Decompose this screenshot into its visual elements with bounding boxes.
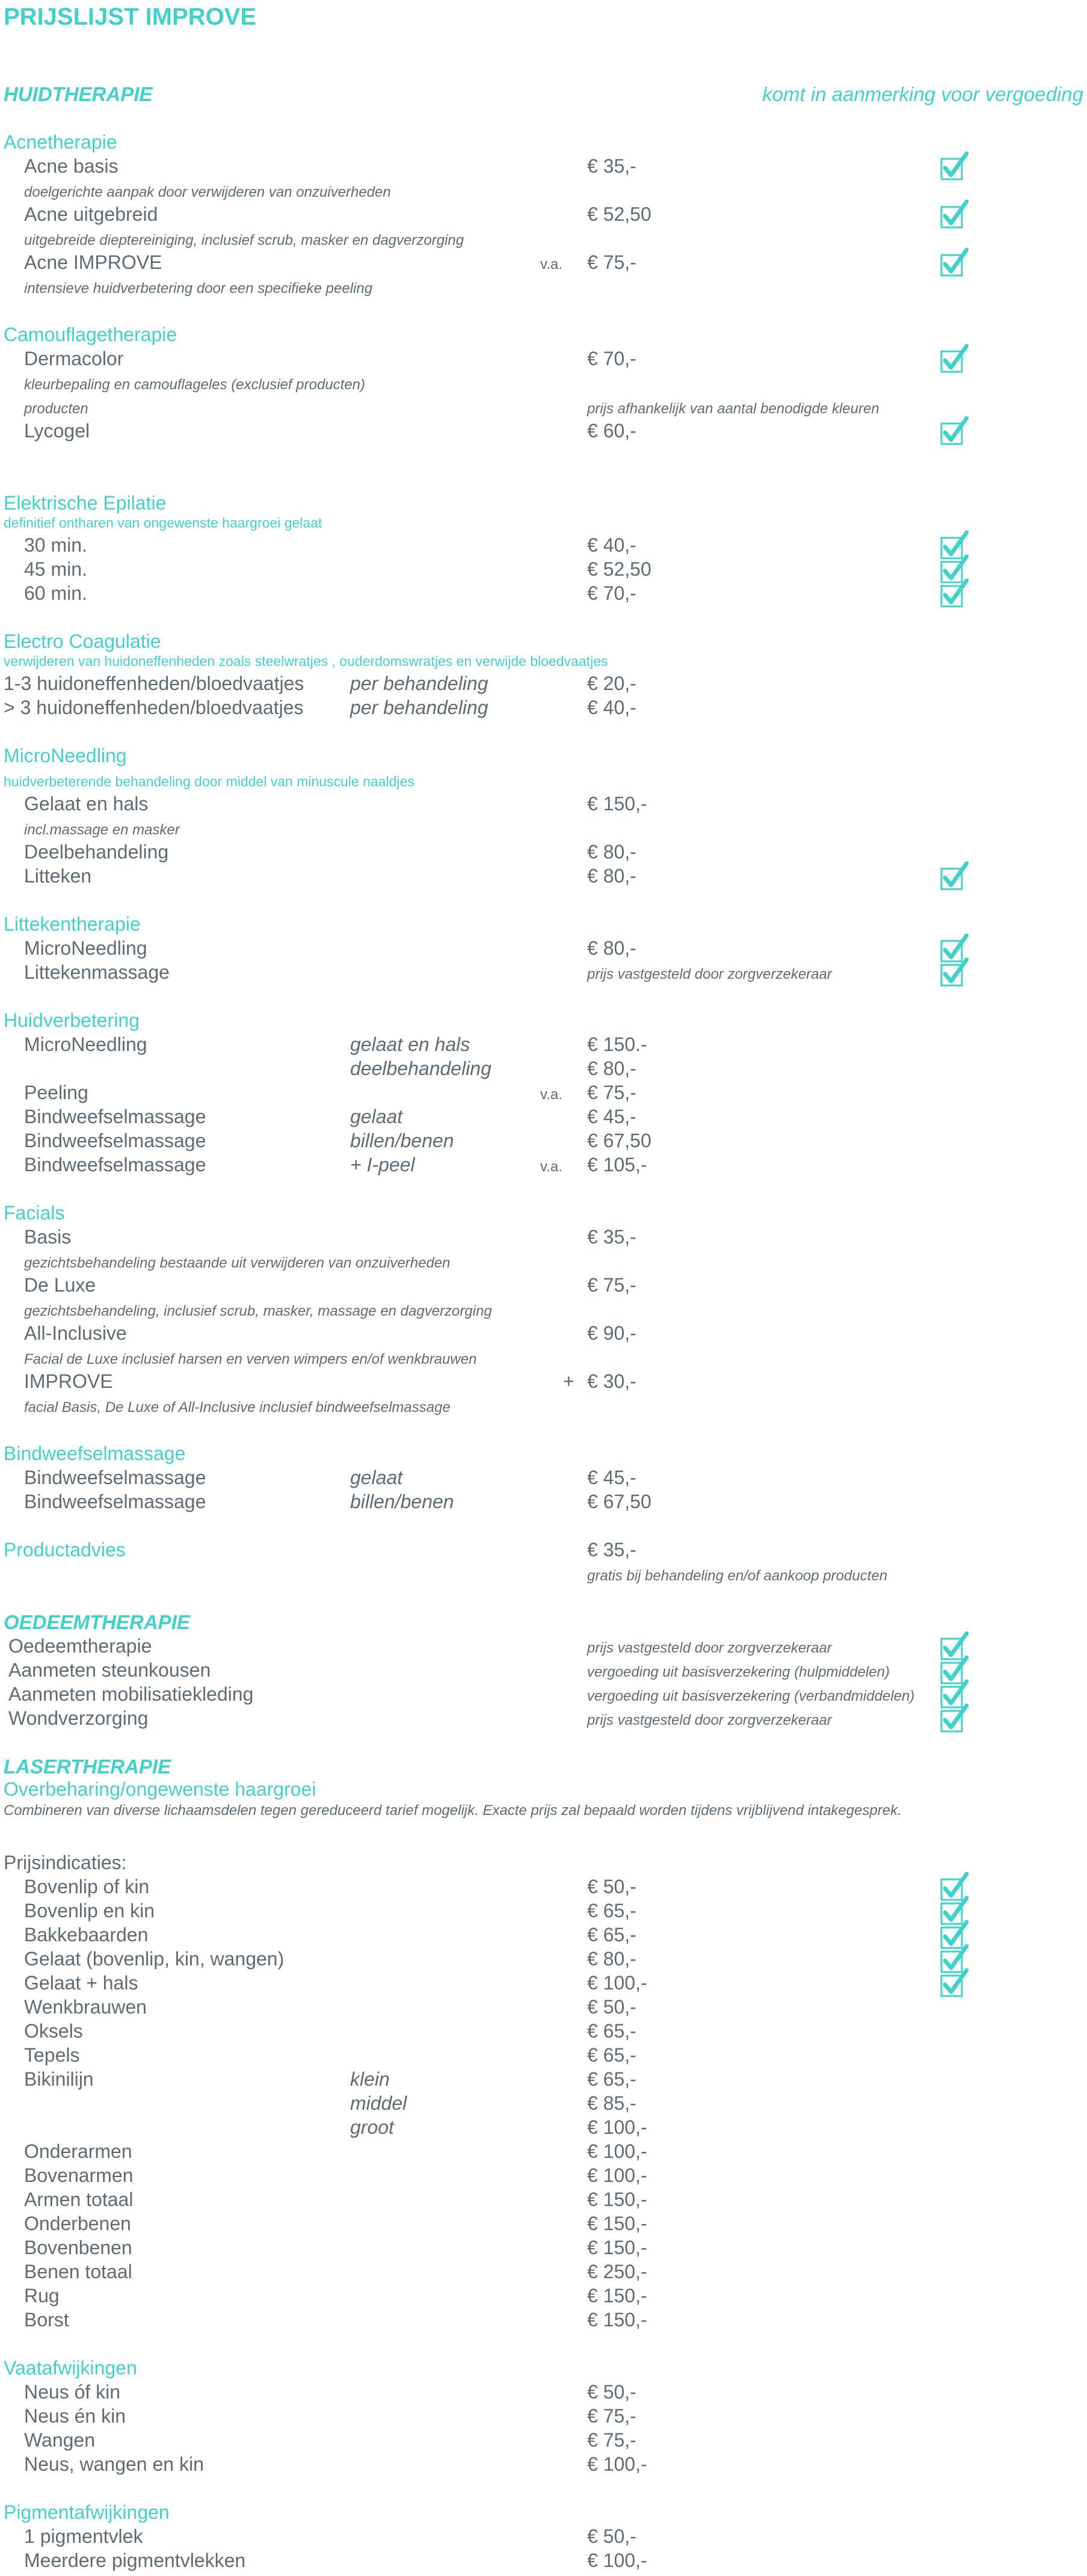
treatment-price: € 150,- [587, 2309, 647, 2331]
treatment-price: € 150,- [587, 793, 647, 815]
vanaf-label: v.a. [540, 1086, 562, 1103]
price-row-acne-uitgebreid [0, 203, 1087, 227]
price-row-laser [0, 1996, 1087, 2020]
treatment-name: Bakkebaarden [24, 1924, 149, 1946]
vanaf-label: v.a. [540, 1159, 562, 1175]
price-row-vaat [0, 2381, 1087, 2405]
treatment-name: Bindweefselmassage [24, 1467, 206, 1488]
price-row-laser [0, 2140, 1087, 2165]
treatment-name: 1-3 huidoneffenheden/bloedvaatjes [4, 673, 304, 694]
treatment-price: € 80,- [587, 865, 636, 887]
treatment-name: Aanmeten steunkousen [8, 1659, 211, 1681]
category-description: huidverbeterende behandeling door middel van minuscule naaldjes [4, 774, 414, 789]
category-description: verwijderen van huidoneffenheden zoals steelwratjes , ouderdomswratjes en verwijde bloedvaatjes [4, 653, 608, 669]
prijsindicaties-label: Prijsindicaties: [4, 1852, 127, 1873]
treatment-name: Bindweefselmassage [24, 1154, 206, 1176]
price-row-laser [0, 1900, 1087, 1924]
treatment-price: € 80,- [587, 841, 636, 863]
prijsindicaties-label-row [0, 1852, 1087, 1876]
price-row-coagulatie-3-plus [0, 697, 1087, 721]
treatment-name: Littekenmassage [24, 961, 170, 983]
treatment-price: € 80,- [587, 1948, 636, 1970]
treatment-name: Oedeemtherapie [8, 1635, 152, 1657]
checkbox-checked-icon [940, 861, 968, 892]
treatment-price: € 100,- [587, 2165, 647, 2186]
treatment-price: € 65,- [587, 2020, 636, 2042]
price-row-vaat [0, 2405, 1087, 2429]
treatment-price-note: prijs vastgesteld door zorgverzekeraar [587, 966, 832, 982]
price-row-litteken [0, 865, 1087, 889]
price-row-facial-basis [0, 1226, 1087, 1250]
price-row-laser [0, 1972, 1087, 1996]
treatment-name: Bovenbenen [24, 2237, 132, 2258]
category-vaatafwijkingen: Vaatafwijkingen [4, 2357, 137, 2379]
price-row-laser [0, 2309, 1087, 2333]
category-camouflagetherapie: Camouflagetherapie [4, 324, 177, 345]
treatment-name: Bindweefselmassage [24, 1106, 206, 1127]
treatment-description: Facial de Luxe inclusief harsen en verven wimpers en/of wenkbrauwen [24, 1351, 477, 1367]
treatment-name: > 3 huidoneffenheden/bloedvaatjes [4, 697, 304, 718]
treatment-price: € 100,- [587, 1972, 647, 1994]
price-row-laser [0, 1924, 1087, 1948]
category-bindweefselmassage: Bindweefselmassage [4, 1443, 186, 1464]
treatment-price: € 45,- [587, 1467, 636, 1488]
treatment-price: € 40,- [587, 697, 636, 718]
treatment-name: Rug [24, 2285, 60, 2306]
price-row-hv-microneedling [0, 1034, 1087, 1058]
treatment-name: Basis [24, 1226, 72, 1248]
treatment-price: € 150,- [587, 2237, 647, 2258]
treatment-price: € 50,- [587, 1996, 636, 2018]
treatment-price: € 35,- [587, 155, 636, 177]
treatment-name: Bindweefselmassage [24, 1491, 206, 1512]
category-description: definitief ontharen van ongewenste haargroei gelaat [4, 515, 322, 531]
treatment-description: uitgebreide dieptereiniging, inclusief scrub, masker en dagverzorging [24, 232, 464, 248]
treatment-name: Neus óf kin [24, 2381, 121, 2403]
treatment-price: € 70,- [587, 348, 636, 369]
treatment-price: € 75,- [587, 251, 636, 273]
category-huidverbetering: Huidverbetering [4, 1009, 140, 1031]
checkbox-checked-icon [940, 958, 968, 988]
price-row-littekenmassage [0, 961, 1087, 985]
treatment-name: Neus, wangen en kin [24, 2453, 204, 2475]
treatment-name: Tepels [24, 2044, 80, 2066]
price-row-productadvies [0, 1539, 1087, 1563]
treatment-name: 60 min. [24, 582, 87, 604]
category-description: Combineren van diverse lichaamsdelen tegen gereduceerd tarief mogelijk. Exacte prijs zal bepaald worden tijdens vrijblijvend intakegesprek. [4, 1802, 902, 1819]
category-productadvies: Productadvies [4, 1539, 126, 1561]
checkbox-checked-icon [940, 1704, 968, 1734]
treatment-price-note: prijs vastgesteld door zorgverzekeraar [587, 1640, 832, 1656]
price-row-laser [0, 2213, 1087, 2237]
treatment-name: Acne uitgebreid [24, 203, 158, 225]
section-heading-oedeemtherapie: OEDEEMTHERAPIE [4, 1611, 190, 1633]
treatment-name: Neus én kin [24, 2405, 126, 2427]
category-littekentherapie: Littekentherapie [4, 913, 141, 935]
treatment-name: Bovenlip en kin [24, 1900, 155, 1921]
price-row-laser [0, 2044, 1087, 2068]
treatment-qualifier: deelbehandeling [350, 1058, 491, 1079]
price-row-hv-deelbehandeling [0, 1058, 1087, 1082]
treatment-name: Acne IMPROVE [24, 251, 162, 273]
treatment-price-note: vergoeding uit basisverzekering (verbandmiddelen) [587, 1688, 915, 1704]
treatment-name: Oksels [24, 2020, 83, 2042]
treatment-price: € 65,- [587, 1924, 636, 1946]
treatment-qualifier: per behandeling [350, 673, 488, 694]
treatment-price-note: prijs vastgesteld door zorgverzekeraar [587, 1712, 832, 1728]
treatment-name: Deelbehandeling [24, 841, 169, 863]
treatment-qualifier: billen/benen [350, 1491, 454, 1512]
treatment-price: € 50,- [587, 2525, 636, 2547]
price-row-hv-bindweefsel-billen [0, 1130, 1087, 1154]
treatment-price: € 75,- [587, 1274, 636, 1296]
vanaf-label: v.a. [540, 256, 562, 273]
category-electro-coagulatie: Electro Coagulatie [4, 630, 161, 652]
treatment-description: incl.massage en masker [24, 822, 180, 838]
price-row-facial-all-inclusive [0, 1322, 1087, 1346]
section-heading-lasertherapie: LASERTHERAPIE [4, 1755, 171, 1778]
treatment-name: Onderarmen [24, 2140, 132, 2162]
treatment-qualifier: per behandeling [350, 697, 488, 718]
price-row-laser [0, 2237, 1087, 2261]
treatment-price: € 40,- [587, 534, 636, 556]
treatment-name: Lycogel [24, 420, 90, 442]
treatment-price: € 20,- [587, 673, 636, 694]
price-row-laser [0, 2165, 1087, 2189]
price-row-coagulatie-1-3 [0, 673, 1087, 697]
treatment-name: Dermacolor [24, 348, 124, 369]
price-row-bw-billen [0, 1491, 1087, 1515]
treatment-qualifier: klein [350, 2068, 390, 2090]
treatment-name: Gelaat en hals [24, 793, 149, 815]
treatment-price: € 80,- [587, 937, 636, 959]
treatment-description: gezichtsbehandeling, inclusief scrub, masker, massage en dagverzorging [24, 1303, 492, 1319]
treatment-description: kleurbepaling en camouflageles (exclusief producten) [24, 377, 365, 393]
plus-sign: + [563, 1370, 574, 1392]
price-row-hv-bindweefsel-gelaat [0, 1106, 1087, 1130]
treatment-price: € 150.- [587, 1034, 647, 1055]
treatment-price: € 65,- [587, 2044, 636, 2066]
treatment-qualifier: + I-peel [350, 1154, 415, 1176]
price-row-bw-gelaat [0, 1467, 1087, 1491]
treatment-price: € 100,- [587, 2116, 647, 2138]
treatment-description: gezichtsbehandeling bestaande uit verwijderen van onzuiverheden [24, 1255, 451, 1271]
treatment-name: Acne basis [24, 155, 119, 177]
treatment-price: € 100,- [587, 2140, 647, 2162]
treatment-qualifier: gelaat [350, 1467, 403, 1488]
price-row-acne-improve [0, 251, 1087, 276]
price-row-steunkousen [0, 1659, 1087, 1683]
price-row-acne-basis [0, 155, 1087, 179]
treatment-price: € 105,- [587, 1154, 647, 1176]
price-row-epilatie-45 [0, 558, 1087, 582]
treatment-price: € 45,- [587, 1106, 636, 1127]
treatment-qualifier: billen/benen [350, 1130, 454, 1151]
price-row-oedeemtherapie [0, 1635, 1087, 1659]
treatment-price: € 75,- [587, 1082, 636, 1103]
treatment-price: € 60,- [587, 420, 636, 442]
treatment-price: € 150,- [587, 2285, 647, 2306]
checkbox-checked-icon [940, 248, 968, 278]
price-row-mobilisatiekleding [0, 1683, 1087, 1707]
category-overbeharing: Overbeharing/ongewenste haargroei [4, 1778, 316, 1800]
checkbox-checked-icon [940, 579, 968, 609]
products-label: producten [24, 401, 88, 417]
price-row-pigment [0, 2525, 1087, 2550]
treatment-price: € 80,- [587, 1058, 636, 1079]
price-row-vaat [0, 2453, 1087, 2477]
category-microneedling: MicroNeedling [4, 745, 127, 766]
treatment-qualifier: gelaat [350, 1106, 403, 1127]
price-row-facial-deluxe [0, 1274, 1087, 1298]
treatment-price: € 67,50 [587, 1130, 651, 1151]
category-facials: Facials [4, 1202, 65, 1224]
treatment-price: € 65,- [587, 2068, 636, 2090]
price-row-vaat [0, 2429, 1087, 2453]
price-row-lycogel [0, 420, 1087, 444]
productadvies-note: gratis bij behandeling en/of aankoop producten [587, 1568, 888, 1584]
treatment-name: Armen totaal [24, 2189, 134, 2210]
treatment-price: € 150,- [587, 2213, 647, 2234]
treatment-price-note: vergoeding uit basisverzekering (hulpmiddelen) [587, 1664, 890, 1680]
treatment-name: Litteken [24, 865, 92, 887]
treatment-name: Wenkbrauwen [24, 1996, 147, 2018]
treatment-name: De Luxe [24, 1274, 96, 1296]
treatment-name: Peeling [24, 1082, 88, 1103]
treatment-name: Bovenlip of kin [24, 1876, 150, 1897]
treatment-name: MicroNeedling [24, 937, 147, 959]
price-row-laser [0, 2261, 1087, 2285]
treatment-price: € 35,- [587, 1226, 636, 1248]
price-row-laser [0, 1876, 1087, 1900]
treatment-price: € 250,- [587, 2261, 647, 2282]
price-row-laser [0, 2116, 1087, 2140]
price-row-hv-bindweefsel-ipeel [0, 1154, 1087, 1178]
price-row-laser [0, 2068, 1087, 2092]
treatment-price: € 75,- [587, 2405, 636, 2427]
treatment-name: Aanmeten mobilisatiekleding [8, 1683, 254, 1705]
treatment-price: € 100,- [587, 2453, 647, 2475]
treatment-price: € 65,- [587, 1900, 636, 1921]
category-pigmentafwijkingen: Pigmentafwijkingen [4, 2501, 170, 2523]
treatment-price: € 50,- [587, 1876, 636, 1897]
treatment-price: € 100,- [587, 2550, 647, 2571]
treatment-name: IMPROVE [24, 1370, 113, 1392]
treatment-price: € 75,- [587, 2429, 636, 2451]
treatment-price: € 70,- [587, 582, 636, 604]
products-note: prijs afhankelijk van aantal benodigde kleuren [587, 401, 879, 417]
checkbox-checked-icon [940, 416, 968, 446]
price-row-deelbehandeling [0, 841, 1087, 865]
treatment-price: € 52,50 [587, 558, 651, 580]
treatment-name: Wondverzorging [8, 1707, 149, 1729]
price-row-laser [0, 2189, 1087, 2213]
checkbox-checked-icon [940, 152, 968, 182]
price-row-dermacolor [0, 348, 1087, 372]
price-row-pigment [0, 2550, 1087, 2574]
treatment-price: € 35,- [587, 1539, 636, 1561]
price-row-laser [0, 2020, 1087, 2044]
treatment-qualifier: groot [350, 2116, 394, 2138]
treatment-name: Gelaat + hals [24, 1972, 138, 1994]
treatment-price: € 52,50 [587, 203, 651, 225]
treatment-name: Bikinilijn [24, 2068, 94, 2090]
treatment-qualifier: gelaat en hals [350, 1034, 470, 1055]
checkbox-checked-icon [940, 344, 968, 374]
treatment-qualifier: middel [350, 2092, 407, 2114]
treatment-name: 45 min. [24, 558, 87, 580]
treatment-name: Meerdere pigmentvlekken [24, 2550, 246, 2571]
price-row-laser [0, 1948, 1087, 1972]
category-elektrische-epilatie: Elektrische Epilatie [4, 492, 167, 514]
treatment-price: € 90,- [587, 1322, 636, 1344]
treatment-price: € 50,- [587, 2381, 636, 2403]
checkbox-checked-icon [940, 200, 968, 230]
treatment-name: All-Inclusive [24, 1322, 127, 1344]
price-row-gelaat-en-hals [0, 793, 1087, 817]
treatment-name: Bindweefselmassage [24, 1130, 206, 1151]
checkbox-checked-icon [940, 1968, 968, 1998]
price-row-laser [0, 2285, 1087, 2309]
treatment-name: Onderbenen [24, 2213, 131, 2234]
section-heading-huidtherapie: HUIDTHERAPIE [4, 83, 153, 105]
price-row-litteken-microneedling [0, 937, 1087, 961]
category-acnetherapie: Acnetherapie [4, 131, 117, 153]
treatment-description: facial Basis, De Luxe of All-Inclusive inclusief bindweefselmassage [24, 1399, 451, 1416]
price-row-epilatie-60 [0, 582, 1087, 606]
treatment-name: Benen totaal [24, 2261, 132, 2282]
reimbursement-column-header: komt in aanmerking voor vergoeding [762, 83, 1083, 105]
treatment-name: Gelaat (bovenlip, kin, wangen) [24, 1948, 285, 1970]
price-row-epilatie-30 [0, 534, 1087, 558]
price-row-facial-improve [0, 1370, 1087, 1394]
treatment-name: 1 pigmentvlek [24, 2525, 143, 2547]
price-row-wondverzorging [0, 1707, 1087, 1731]
treatment-price: € 30,- [587, 1370, 636, 1392]
price-row-hv-peeling [0, 1082, 1087, 1106]
treatment-name: Borst [24, 2309, 69, 2331]
treatment-name: Bovenarmen [24, 2165, 134, 2186]
treatment-price: € 150,- [587, 2189, 647, 2210]
treatment-price: € 67,50 [587, 1491, 651, 1512]
treatment-name: 30 min. [24, 534, 87, 556]
price-row-laser [0, 2092, 1087, 2116]
treatment-name: Wangen [24, 2429, 95, 2451]
treatment-name: MicroNeedling [24, 1034, 147, 1055]
page-title: PRIJSLIJST IMPROVE [4, 4, 257, 30]
treatment-description: doelgerichte aanpak door verwijderen van onzuiverheden [24, 184, 391, 200]
treatment-description: intensieve huidverbetering door een specifieke peeling [24, 280, 373, 297]
treatment-price: € 85,- [587, 2092, 636, 2114]
